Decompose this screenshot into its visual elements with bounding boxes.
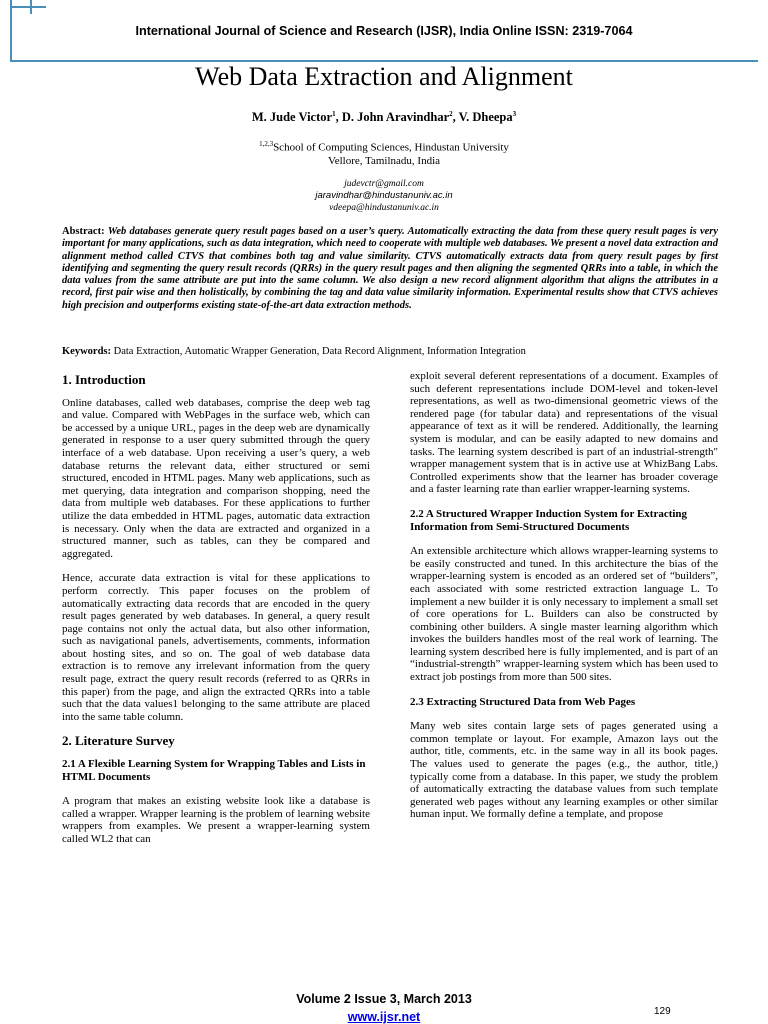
email-link[interactable]: jaravindhar@hindustanuniv.ac.in: [315, 190, 453, 201]
journal-header: International Journal of Science and Research (IJSR), India Online ISSN: 2319-7064: [135, 24, 633, 38]
footer-volume: Volume 2 Issue 3, March 2013: [296, 992, 472, 1006]
page-number: 129: [654, 1006, 671, 1017]
header-frame-corner: [30, 0, 32, 14]
section-heading: 1. Introduction: [62, 372, 146, 387]
subsection-heading: 2.3 Extracting Structured Data from Web Pages: [410, 695, 636, 708]
affiliation: [0, 138, 768, 168]
subsection-heading: 2.2 A Structured Wrapper Induction System for Extracting Information from Semi-Structured Documents: [410, 507, 688, 533]
affiliation-line: School of Computing Sciences, Hindustan University: [273, 141, 509, 154]
email-link[interactable]: judevctr@gmail.com: [344, 179, 424, 189]
abstract: [62, 226, 718, 312]
author-name: M. Jude Victor: [251, 110, 333, 125]
left-column: [62, 370, 370, 858]
paper-title: Web Data Extraction and Alignment: [195, 62, 573, 91]
keywords-label: Keywords:: [62, 346, 111, 357]
footer-website-link[interactable]: www.ijsr.net: [347, 1010, 421, 1024]
subsection-heading: 2.1 A Flexible Learning System for Wrapping Tables and Lists in HTML Documents: [62, 758, 366, 783]
author-list: M. Jude Victor$^1$, D. John Aravindhar$^2$, V. Dheepa$^3$: [251, 110, 517, 125]
paragraph: Many web sites contain large sets of pages generated using a common template or layout. For example, Amazon lays out the author, title, comments, etc. in the same way in all its book pages. The values used to generate the pages (e.g., the author, title,) typically come from a database. In this paper, we study the problem of automatically extracting the database values from such template generated web pages without any learning examples or other similar human input. We formally define a template, and propose: [410, 720, 718, 821]
right-column: [410, 370, 718, 833]
paragraph: An extensible architecture which allows wrapper-learning systems to be easily constructed and tuned. In this architecture the bias of the wrapper-learning system is encoded as an ordered set of “builders”, each associated with some restricted extraction language L. To implement a new builder it is only necessary to implement a small set of core operations for L. Builders can also be constructed by combining other builders. A single master learning algorithm which invokes the builders handles most of the real work of learning. The learning system described here is fully implemented, and is part of an “industrial-strength” wrapper-learning system which has been used to extract job postings from more than 500 sites.: [410, 545, 718, 684]
paragraph: exploit several deferent representations of a document. Examples of such deferent representations include DOM-level and token-level representations, as well as two-dimensional geometric views of the rendered page (for tabular data) and representations of the visual appearance of text as it will be rendered. Additionally, the learning system is modular, and can be easily adapted to new domains and tasks. The learning system described is part of an industrial-strength" wrapper management system that is in active use at WhizBang Labs. Controlled experiments show that the learner has broader coverage and a faster learning rate than earlier wrapper-learning systems.: [410, 370, 718, 496]
affiliation-mark: 1,2,3: [259, 140, 274, 148]
author-mark: 1: [332, 110, 336, 118]
abstract-label: Abstract:: [62, 226, 105, 237]
paragraph: Hence, accurate data extraction is vital for these applications to perform correctly. This paper focuses on the problem of automatically extracting data records that are encoded in the query result pages generated by web databases. In general, a query result page contains not only the actual data, but also other information, such as navigational panels, advertisements, comments, information about hosting sites, and so on. The goal of web database data extraction is to remove any irrelevant information from the query result page, extract the query result records (referred to as QRRs in this paper) from the page, and align the extracted QRRs into a table such that the data values1 belonging to the same attribute are placed into the same table column.: [62, 572, 370, 723]
paragraph: A program that makes an existing website look like a database is called a wrapper. Wrapper learning is the problem of learning website wrappers from examples. We present a wrapper-learning system called WL2 that can: [62, 795, 370, 845]
email-link[interactable]: vdeepa@hindustanuniv.ac.in: [329, 203, 439, 213]
abstract-text: Web databases generate query result pages based on a user’s query. Automatically extracting the data from these query result pages is very important for many applications, such as data integration, which need to cooperate with multiple web databases. We present a novel data extraction and alignment method called CTVS that combines both tag and value similarity. CTVS automatically extracts data from query result pages by first identifying and segmenting the query result records (QRRs) in the query result pages and then aligning the segmented QRRs into a table, in which the data values from the same attribute are put into the same column. We also design a new record alignment algorithm that aligns the attributes in a record, first pair wise and then holistically, by combining the tag and data value similarity information. Experimental results show that CTVS achieves high precision and outperforms existing state-of-the-art data extraction methods.: [62, 226, 719, 311]
author-mark: 3: [512, 110, 517, 118]
keywords: [62, 346, 718, 357]
keywords-text: Data Extraction, Automatic Wrapper Generation, Data Record Alignment, Information Integration: [113, 346, 526, 357]
header-frame-top: [10, 6, 46, 8]
email-list: [0, 178, 768, 214]
section-heading: 2. Literature Survey: [62, 733, 175, 749]
author-name: D. John Aravindhar: [341, 110, 450, 125]
affiliation-line: Vellore, Tamilnadu, India: [327, 154, 441, 167]
paragraph: Online databases, called web databases, comprise the deep web tag and value. Compared with WebPages in the surface web, which can be accessed by a unique URL, pages in the deep web are dynamically generated in response to a user query submitted through the query interface of a web database. Upon receiving a user’s query, a web database returns the relevant data, either structured or semi structured, encoded in HTML pages. Many web applications, such as met querying, data integration and comparison shopping, need the data from multiple web databases. For these applications to further utilize the data embedded in HTML pages, automatic data extraction is necessary. Only when the data are extracted and organized in a structured manner, such as tables, can they be compared and aggregated.: [62, 396, 370, 560]
author-name: V. Dheepa: [458, 110, 513, 125]
author-mark: 2: [449, 110, 453, 118]
